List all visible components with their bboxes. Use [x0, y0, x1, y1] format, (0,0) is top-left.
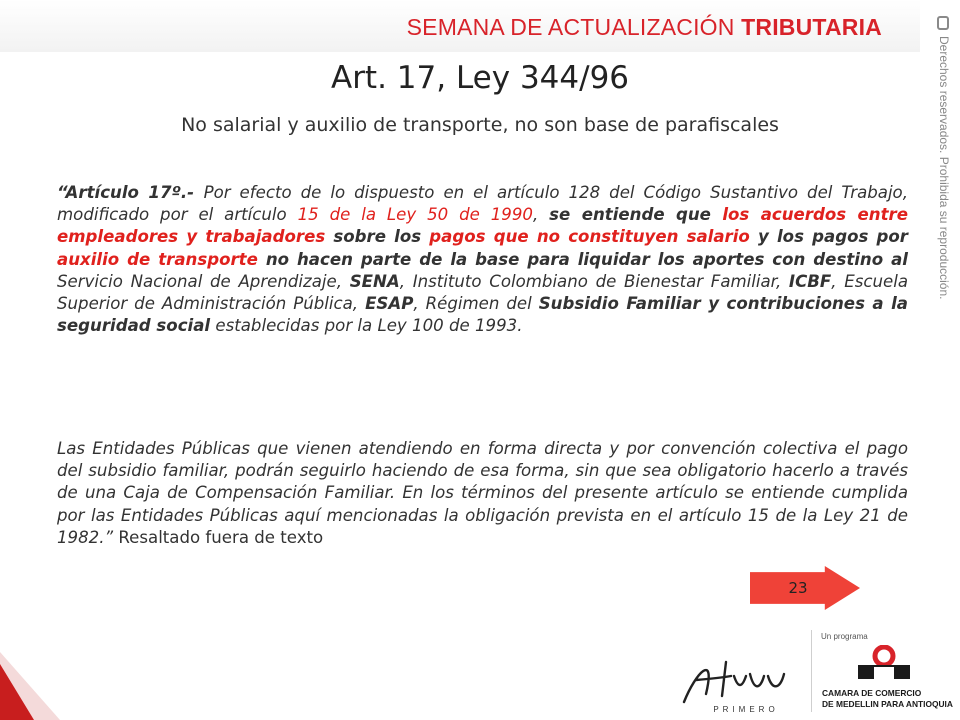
event-title-regular: SEMANA DE ACTUALIZACIÓN: [406, 14, 742, 40]
highlight-span: pagos que no constituyen salario: [429, 227, 750, 247]
page-number: 23: [788, 579, 808, 597]
bold-span: ESAP: [365, 294, 414, 314]
afiliado-logo-text: Afiliado: [790, 672, 794, 673]
emphasis-note: Resaltado fuera de texto: [113, 527, 324, 547]
corner-decoration: [0, 650, 60, 720]
text-span: Servicio Nacional de Aprendizaje,: [57, 271, 350, 291]
text-span: , Régimen del: [413, 294, 539, 314]
highlight-span: auxilio de transporte: [57, 249, 258, 269]
text-span: Las Entidades Públicas que vienen atendiendo en forma directa y por convención colectiva el pago del subsidio familiar, podrán seguirlo haciendo de esa forma, sin que sea obligatorio hacerlo a través de una Caja de Compensación Familiar. En los términos del presente artículo se entiende cumplida por las Entidades Públicas aquí mencionadas la obligación prevista en el artículo 15 de la Ley 21 de 1982.”: [57, 439, 908, 547]
bold-span: ICBF: [788, 271, 832, 291]
chamber-logo-icon: [852, 645, 916, 681]
event-title: [407, 14, 882, 41]
program-label: Un programa: [821, 632, 868, 641]
bold-span: sobre los: [325, 227, 430, 247]
chamber-subtitle: DE MEDELLIN PARA ANTIOQUIA: [822, 699, 953, 709]
footer-divider: [811, 630, 812, 712]
text-span: ,: [532, 205, 550, 225]
text-span: , Escuela Superior de Administración Pública,: [57, 271, 908, 314]
article-paragraph-1: [57, 182, 908, 337]
bold-span: SENA: [349, 271, 400, 291]
copyright-icon: [937, 16, 949, 30]
law-reference: 15 de la Ley 50 de 1990: [297, 205, 533, 225]
bold-span: y los pagos por: [749, 227, 908, 247]
bold-span: Subsidio Familiar y contribuciones a la seguridad social: [57, 294, 908, 336]
rights-notice: [933, 16, 955, 300]
event-title-bold: TRIBUTARIA: [741, 14, 882, 40]
article-paragraph-2: [57, 438, 908, 549]
highlight-span: los acuerdos entre empleadores y trabajadores: [57, 205, 908, 247]
rights-text: Derechos reservados. Prohibida su reproducción.: [937, 36, 951, 300]
slide-subtitle: No salarial y auxilio de transporte, no son base de parafiscales: [181, 114, 779, 136]
afiliado-primero-logo: [676, 632, 802, 718]
text-span: , Instituto Colombiano de Bienestar Familiar,: [399, 271, 789, 291]
slide-title: Art. 17, Ley 344/96: [330, 60, 630, 96]
text-span: Por efecto de lo dispuesto en el artículo 128 del Código Sustantivo del Trabajo, modificado por el artículo: [57, 183, 908, 225]
article-number: “Artículo 17º.-: [57, 183, 204, 202]
chamber-name: CAMARA DE COMERCIO: [822, 688, 922, 698]
text-span: establecidas por la Ley 100 de 1993.: [210, 316, 523, 336]
bold-span: se entiende que: [549, 205, 723, 225]
bold-span: no hacen parte de la base para liquidar los aportes con destino al: [257, 249, 908, 269]
primero-logo-text: PRIMERO: [713, 705, 779, 714]
